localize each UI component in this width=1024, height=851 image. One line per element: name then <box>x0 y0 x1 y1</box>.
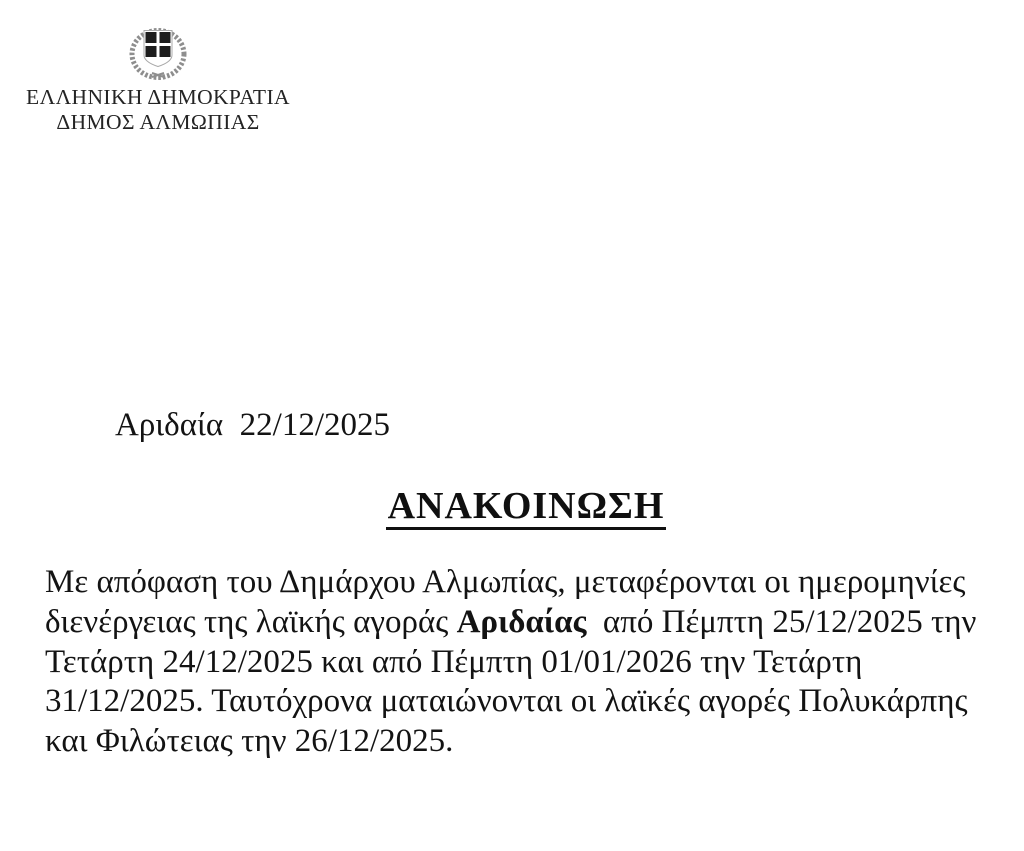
body-line <box>45 563 1015 603</box>
letterhead-republic-line: ΕΛΛΗΝΙΚΗ ΔΗΜΟΚΡΑΤΙΑ <box>26 85 290 109</box>
letterhead <box>8 24 308 135</box>
body-line <box>45 603 1015 643</box>
body-text: 31/12/2025. Ταυτόχρονα ματαιώνονται οι λαϊκές αγορές Πολυκάρπης <box>45 683 968 720</box>
body-text: διενέργειας της λαϊκής αγοράς <box>45 603 457 640</box>
body-text: Τετάρτη 24/12/2025 και από Πέμπτη 01/01/2026 την Τετάρτη <box>45 643 863 680</box>
body-text: Με απόφαση του Δημάρχου Αλμωπίας, μεταφέρονται οι ημερομηνίες <box>45 564 966 600</box>
body-text: από Πέμπτη 25/12/2025 την <box>586 603 977 640</box>
body-text-bold: Αριδαίας <box>456 603 587 640</box>
body-text: και Φιλώτειας την 26/12/2025. <box>45 723 454 760</box>
body-line <box>45 682 1015 722</box>
place-date-line: Αριδαία 22/12/2025 <box>115 407 391 443</box>
letterhead-municipality-line: ΔΗΜΟΣ ΑΛΜΩΠΙΑΣ <box>56 110 260 134</box>
greek-coat-of-arms-icon <box>129 24 187 82</box>
announcement-body <box>45 563 1015 762</box>
body-line <box>45 722 1015 762</box>
announcement-title-row <box>45 487 1007 530</box>
announcement-title: ΑΝΑΚΟΙΝΩΣΗ <box>386 487 667 530</box>
body-line <box>45 643 1015 683</box>
